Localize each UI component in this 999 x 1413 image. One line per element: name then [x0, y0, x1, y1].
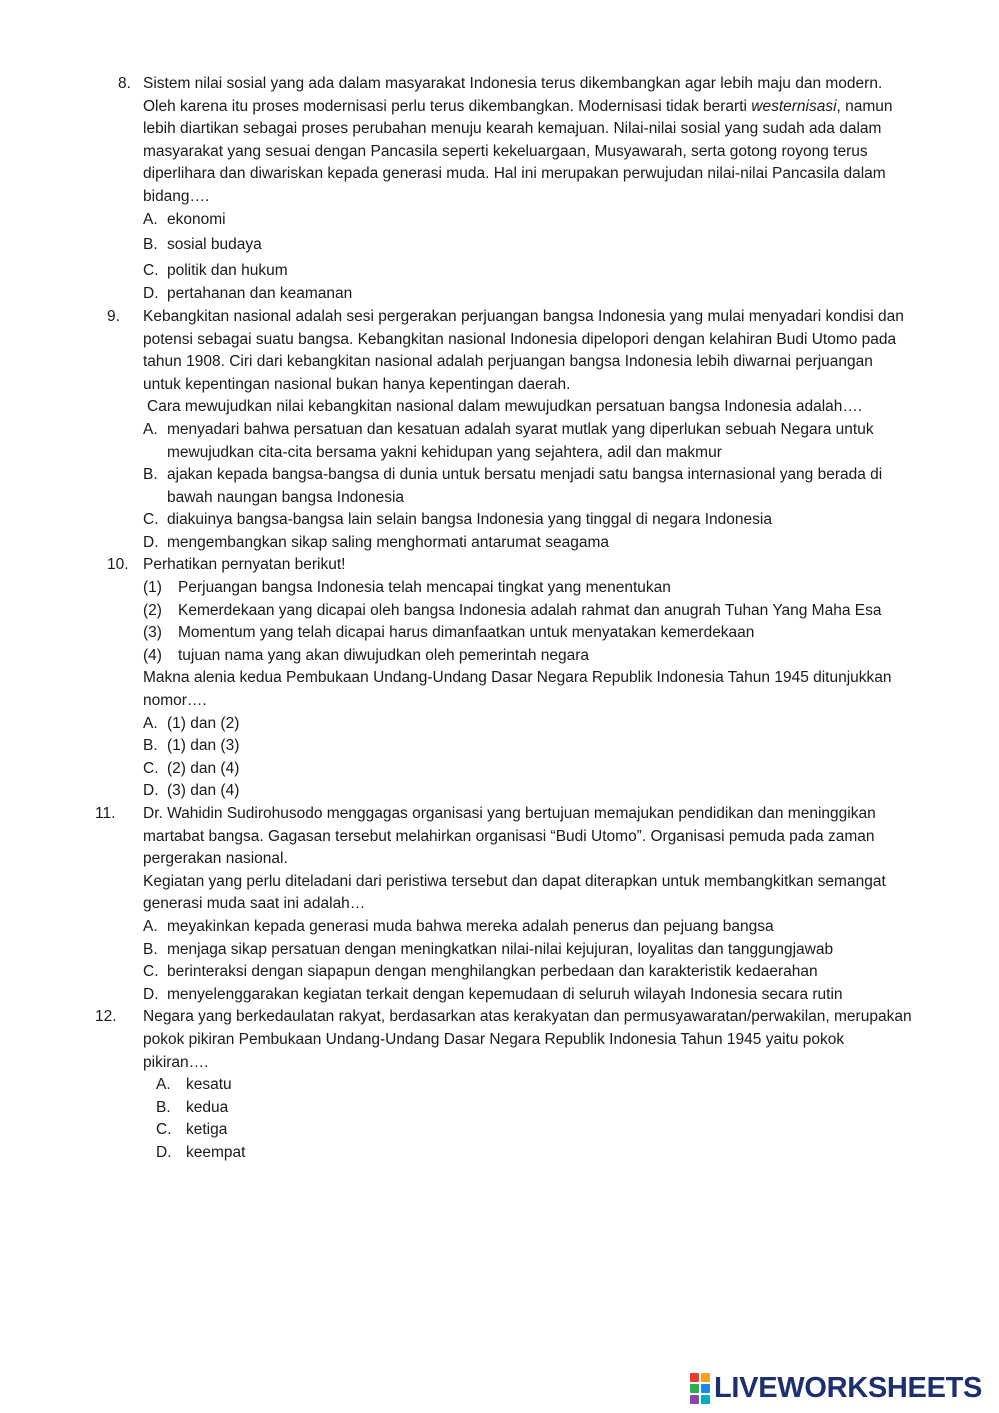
question-number: 11.: [95, 805, 116, 822]
statements-list: [143, 577, 913, 667]
question-text: Negara yang berkedaulatan rakyat, berdasarkan atas kerakyatan dan permusyawaratan/perwakilan, merupakan pokok pikiran Pembukaan Undang-Undang Dasar Negara Republik Indonesia Tahun 1945 yaitu pokok pikiran….: [143, 1008, 912, 1071]
option-a[interactable]: A. meyakinkan kepada generasi muda bahwa mereka adalah penerus dan pejuang bangsa: [143, 917, 774, 935]
option-b[interactable]: B. ajakan kepada bangsa-bangsa di dunia untuk bersatu menjadi satu bangsa internasional yang berada di bawah naungan bangsa Indonesia: [143, 466, 883, 506]
question-number: 8.: [118, 75, 131, 92]
option-a[interactable]: A. menyadari bahwa persatuan dan kesatuan adalah syarat mutlak yang diperlukan sebuah Negara untuk mewujudkan cita-cita bersama yakni kehidupan yang sejahtera, adil dan makmur: [143, 420, 874, 461]
question-text: Dr. Wahidin Sudirohusodo menggagas organisasi yang bertujuan memajukan pendidikan dan meninggikan martabat bangsa. Gagasan tersebut melahirkan organisasi “Budi Utomo”. Organisasi pemuda pada zaman pergerakan nasional.: [143, 805, 876, 868]
logo-square: [690, 1373, 699, 1382]
option-b[interactable]: B. kedua: [156, 1098, 229, 1116]
question-prompt: Makna alenia kedua Pembukaan Undang-Undang Dasar Negara Republik Indonesia Tahun 1945 ditunjukkan nomor….: [143, 669, 892, 710]
option-a[interactable]: A. ekonomi: [143, 210, 226, 228]
question-8: [118, 73, 913, 306]
liveworksheets-logo-icon: [690, 1373, 710, 1404]
options-list: [156, 1074, 913, 1164]
option-a[interactable]: A. kesatu: [156, 1076, 232, 1094]
question-text: Perhatikan pernyatan berikut!: [143, 556, 346, 574]
option-d[interactable]: D. keempat: [156, 1143, 246, 1161]
option-c[interactable]: C. politik dan hukum: [143, 261, 288, 279]
option-b[interactable]: B. (1) dan (3): [143, 737, 240, 755]
question-11: [95, 803, 913, 1006]
options-list: [143, 713, 913, 803]
question-text: Sistem nilai sosial yang ada dalam masyarakat Indonesia terus dikembangkan agar lebih maju dan modern. Oleh karena itu proses modernisasi perlu terus dikembangkan. Modernisasi tidak berarti westernisasi, namun lebih diartikan sebagai proses perubahan menuju kearah kemajuan. Nilai-nilai sosial yang sudah ada dalam masyarakat yang sesuai dengan Pancasila seperti kekeluargaan, Musyawarah, serta gotong royong terus diperlihara dan diwariskan kepada generasi muda. Hal ini merupakan perwujudan nilai-nilai Pancasila dalam bidang….: [143, 75, 893, 205]
liveworksheets-logo[interactable]: [690, 1372, 982, 1404]
question-number: 10.: [107, 556, 129, 574]
statement-2: (2) Kemerdekaan yang dicapai oleh bangsa Indonesia adalah rahmat dan anugrah Tuhan Yang Maha Esa: [143, 601, 882, 619]
options-list: [143, 209, 913, 306]
option-b[interactable]: B. menjaga sikap persatuan dengan meningkatkan nilai-nilai kejujuran, loyalitas dan tanggungjawab: [143, 940, 834, 958]
liveworksheets-brand: LIVEWORKSHEETS: [714, 1371, 983, 1404]
option-c[interactable]: C. diakuinya bangsa-bangsa lain selain bangsa Indonesia yang tinggal di negara Indonesia: [143, 511, 772, 529]
option-c[interactable]: C. berinteraksi dengan siapapun dengan menghilangkan perbedaan dan karakteristik kedaerahan: [143, 963, 818, 981]
statement-1: (1) Perjuangan bangsa Indonesia telah mencapai tingkat yang menentukan: [143, 579, 671, 597]
option-c[interactable]: C. (2) dan (4): [143, 759, 240, 777]
question-number: 9.: [107, 307, 120, 325]
option-c[interactable]: C. ketiga: [156, 1121, 228, 1139]
question-prompt: Kegiatan yang perlu diteladani dari peristiwa tersebut dan dapat diterapkan untuk membangkitkan semangat generasi muda saat ini adalah…: [143, 872, 886, 913]
logo-square: [701, 1373, 710, 1382]
options-list: [143, 916, 913, 1006]
logo-square: [690, 1395, 699, 1404]
statement-4: (4) tujuan nama yang akan diwujudkan oleh pemerintah negara: [143, 646, 590, 664]
question-number: 12.: [95, 1008, 117, 1026]
option-b[interactable]: B. sosial budaya: [143, 236, 262, 254]
options-list: [143, 419, 913, 555]
option-d[interactable]: D. mengembangkan sikap saling menghormati antarumat seagama: [143, 533, 609, 551]
question-text: Kebangkitan nasional adalah sesi pergerakan perjuangan bangsa Indonesia yang mulai menyadari kondisi dan potensi sebagai suatu bangsa. Kebangkitan nasional Indonesia dipelopori dengan kelahiran Budi Utomo pada tahun 1908. Ciri dari kebangkitan nasional adalah perjuangan bangsa Indonesia lebih diwarnai perjuangan untuk kepentingan nasional bukan hanya kepentingan daerah.: [143, 307, 904, 393]
question-10: [107, 554, 913, 803]
question-prompt: Cara mewujudkan nilai kebangkitan nasional dalam mewujudkan persatuan bangsa Indonesia adalah….: [147, 398, 863, 416]
statement-3: (3) Momentum yang telah dicapai harus dimanfaatkan untuk menyatakan kemerdekaan: [143, 624, 755, 642]
question-12: [95, 1006, 913, 1164]
option-d[interactable]: D. (3) dan (4): [143, 782, 240, 800]
worksheet-page: [0, 73, 999, 1165]
logo-square: [690, 1384, 699, 1393]
question-9: [107, 306, 913, 555]
option-d[interactable]: D. menyelenggarakan kegiatan terkait dengan kepemudaan di seluruh wilayah Indonesia secara rutin: [143, 985, 843, 1003]
logo-square: [701, 1395, 710, 1404]
logo-square: [701, 1384, 710, 1393]
option-d[interactable]: D. pertahanan dan keamanan: [143, 285, 353, 303]
option-a[interactable]: A. (1) dan (2): [143, 714, 240, 732]
